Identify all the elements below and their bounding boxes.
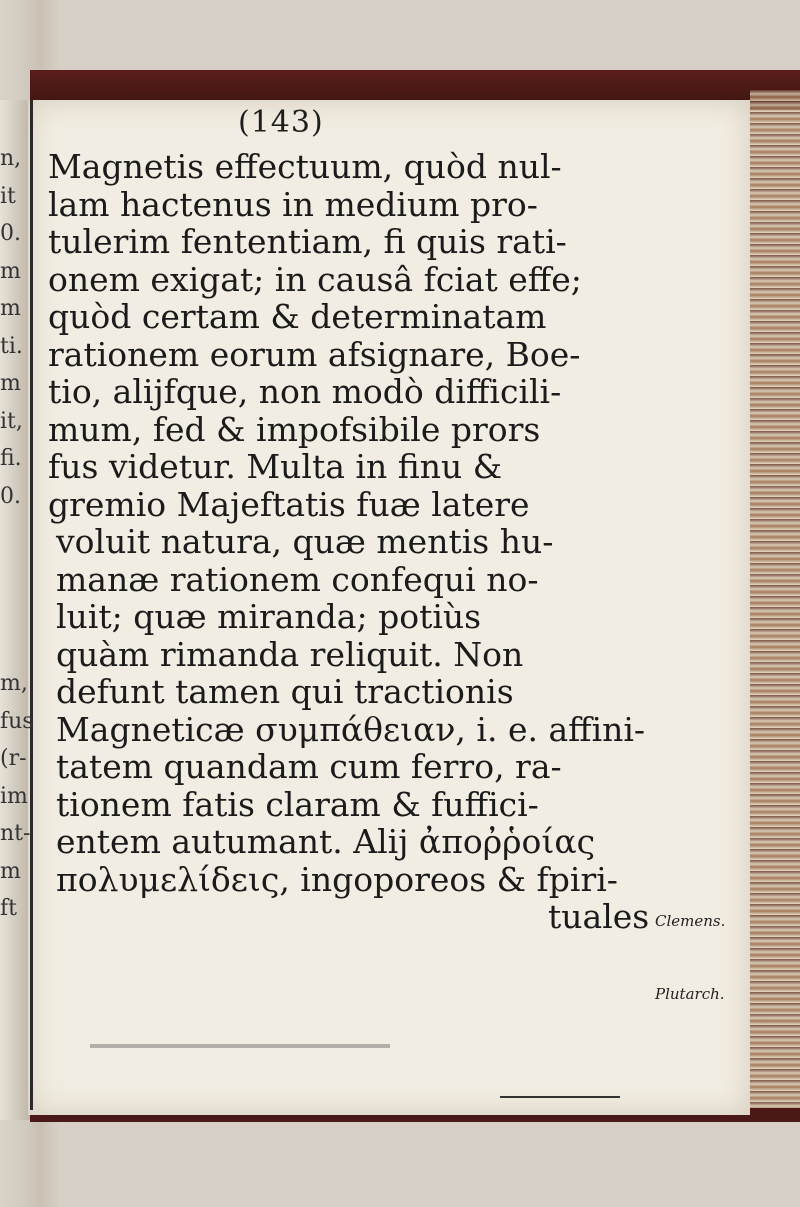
left-fragment: it (0, 183, 16, 209)
left-fragment (0, 553, 40, 591)
text-line: Magnetis effectuum, quòd nul- (48, 147, 562, 186)
left-fragment: (r- (0, 746, 27, 771)
margin-note-clemens: Clemens. (655, 912, 726, 930)
left-fragment: n, (0, 146, 22, 171)
left-fragment (0, 590, 40, 628)
text-line: lam hactenus in medium pro- (48, 184, 538, 224)
text-line: tio, alijfque, non modò difficili- (48, 372, 562, 411)
left-fragment (0, 515, 40, 553)
text-line: voluit natura, quæ mentis hu- (56, 522, 554, 561)
text-line: rationem eorum afsignare, Boe- (48, 334, 581, 374)
left-fragment: im (0, 783, 28, 809)
left-fragment: ti. (0, 333, 23, 359)
text-line: πολυμελίδεις, ingoporeos & fpiri- (56, 859, 618, 899)
text-line: luit; quæ miranda; potiùs (56, 597, 482, 636)
text-line: Magneticæ συμπάθειαν, i. e. affini- (56, 709, 646, 749)
main-text (48, 148, 738, 936)
ink-smudge (90, 1044, 390, 1048)
left-fragment: m, (0, 671, 28, 696)
text-line: gremio Majeftatis fuæ latere (48, 484, 530, 524)
right-page-stack (750, 90, 800, 1120)
left-fragment: ft (0, 896, 17, 921)
text-line: quàm rimanda reliquit. Non (56, 634, 524, 674)
text-line: tulerim fententiam, fi quis rati- (48, 222, 567, 261)
left-fragment: fus (0, 708, 34, 734)
left-fragment: m (0, 258, 21, 284)
catchword-rule (500, 1096, 620, 1098)
left-fragment: it, (0, 408, 23, 434)
left-fragment: m (0, 371, 21, 396)
text-line: entem autumant. Alij ἀποῤῥοίας (56, 822, 596, 861)
text-line: tatem quandam cum ferro, ra- (56, 747, 562, 786)
left-page-fragments (0, 140, 40, 928)
left-fragment (0, 628, 40, 666)
text-line: quòd certam & determinatam (48, 297, 547, 336)
text-line: onem exigat; in causâ fciat effe; (48, 259, 582, 299)
page-number: (143) (238, 105, 324, 140)
text-line: fus videtur. Multa in finu & (48, 447, 503, 486)
left-fragment: m (0, 296, 21, 321)
text-line: tionem fatis claram & fuffici- (56, 784, 539, 824)
left-fragment: 0. (0, 221, 21, 246)
left-fragment: fi. (0, 446, 22, 471)
text-line: manæ rationem confequi no- (56, 559, 539, 599)
text-line: tuales (548, 897, 650, 936)
left-fragment: m (0, 858, 21, 884)
text-line: mum, fed & impofsibile prors (48, 409, 541, 449)
left-fragment: 0. (0, 483, 21, 509)
left-fragment: nt- (0, 821, 31, 846)
margin-note-plutarch: Plutarch. (655, 985, 725, 1003)
text-line: defunt tamen qui tractionis (56, 672, 514, 711)
